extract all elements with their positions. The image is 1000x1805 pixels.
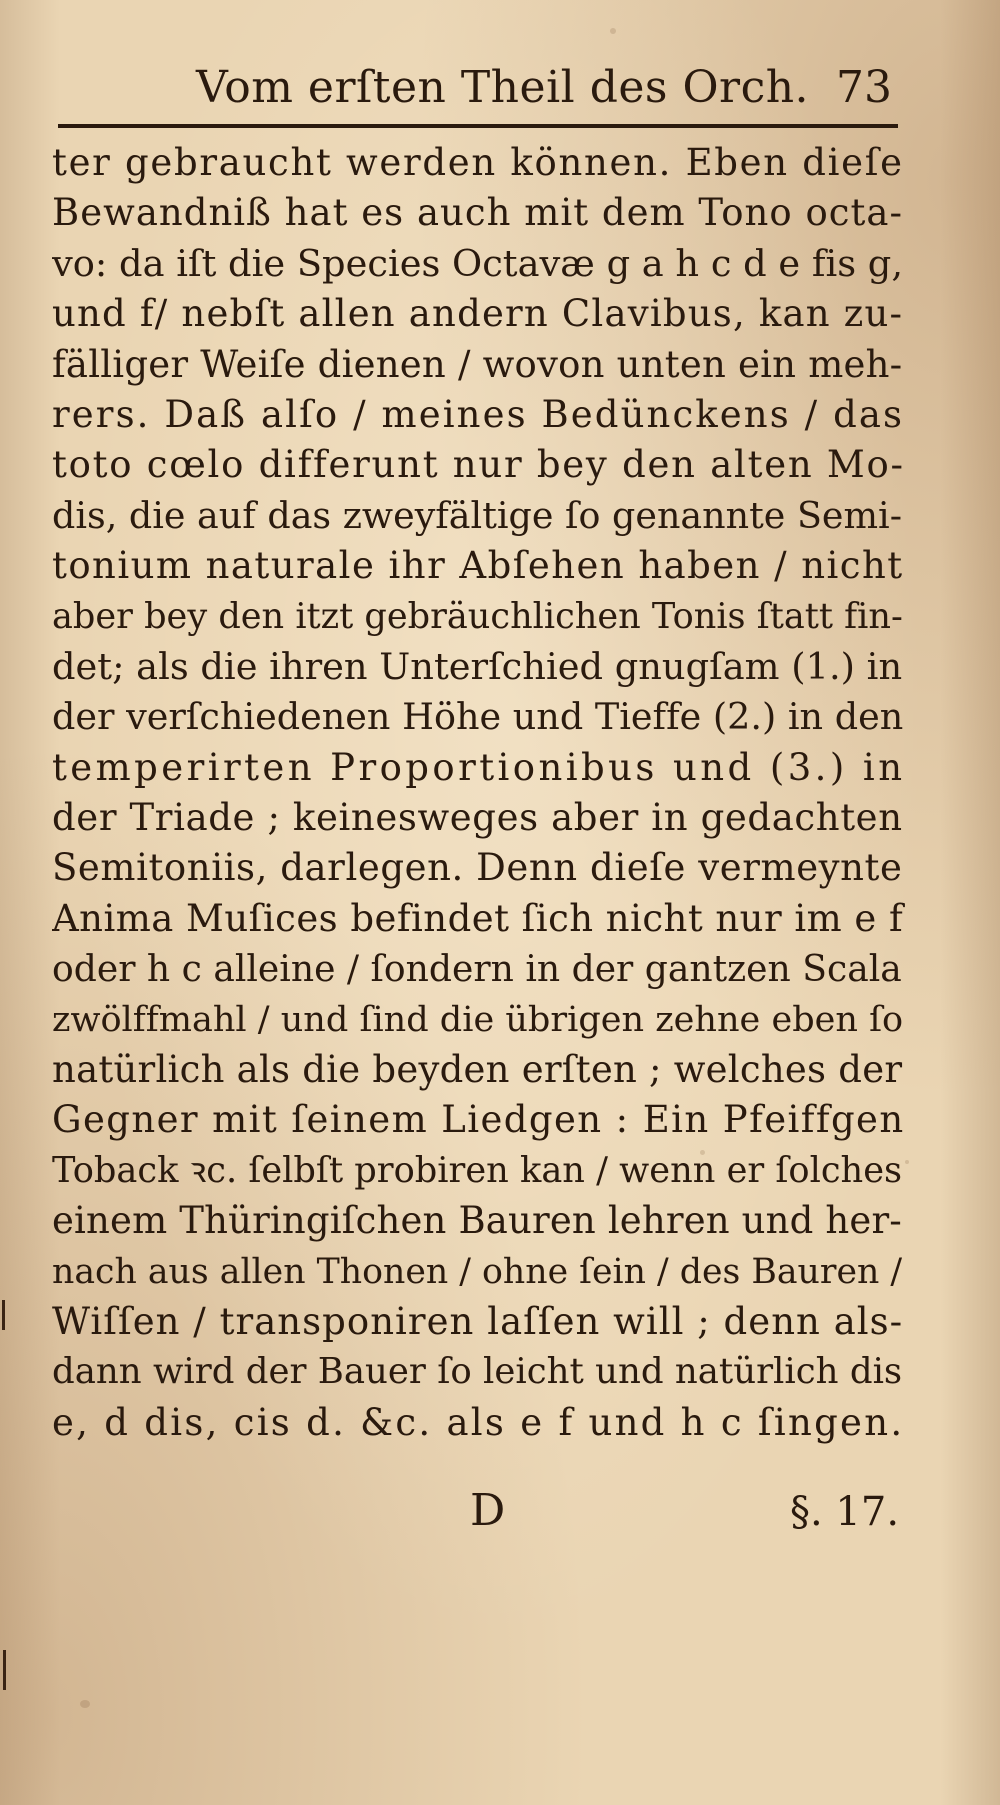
- text-line: toto cœlo differunt nur bey den alten Mo-: [52, 443, 905, 487]
- text-line: der Triade ; keinesweges aber in gedachten: [52, 796, 903, 840]
- text-line: ter gebraucht werden können. Eben dieſe: [52, 141, 904, 184]
- text-line: Toback ꝛc. ſelbſt probiren kan / wenn er ſolches: [52, 1149, 903, 1191]
- text-line: vo: da iſt die Species Octavæ g a h c d e fis g,: [52, 241, 904, 285]
- text-line: nach aus allen Thonen / ohne ſein / des Bauren /: [52, 1251, 903, 1292]
- header-rule: [58, 124, 898, 128]
- text-line: e, d dis, cis d. &c. als e f und h c ſingen.: [52, 1400, 905, 1444]
- running-head-title: Vom erſten Theil des Orch.: [196, 62, 810, 113]
- signature-mark: D: [470, 1485, 506, 1536]
- text-line: der verſchiedenen Höhe und Tieffe (2.) in den: [52, 695, 904, 739]
- running-head: [196, 62, 896, 122]
- text-line: Anima Muſices befindet ſich nicht nur im e f: [52, 896, 904, 940]
- text-line: temperirten Proportionibus und (3.) in: [52, 745, 906, 789]
- page-number: 73: [836, 62, 892, 113]
- text-line: tonium naturale ihr Abſehen haben / nicht: [52, 544, 904, 588]
- text-line: oder h c alleine / ſondern in der gantzen Scala: [52, 947, 902, 991]
- paper-spot: [610, 28, 616, 34]
- text-line: Bewandniß hat es auch mit dem Tono octa-: [52, 191, 903, 235]
- text-line: zwölffmahl / und ſind die übrigen zehne eben ſo: [52, 998, 904, 1040]
- text-line: fälliger Weiſe dienen / wovon unten ein meh-: [52, 342, 903, 386]
- text-line: aber bey den itzt gebräuchlichen Tonis ſtatt fin-: [52, 595, 903, 637]
- text-line: Gegner mit ſeinem Liedgen : Ein Pfeiffgen: [52, 1098, 905, 1142]
- text-line: einem Thüringiſchen Bauren lehren und her-: [52, 1199, 902, 1243]
- text-line: Semitoniis, darlegen. Denn dieſe vermeynte: [52, 846, 903, 890]
- paper-spot: [80, 1700, 90, 1708]
- text-line: det; als die ihren Unterſchied gnugſam (1.) in: [52, 644, 903, 688]
- text-line: dis, die auf das zweyfältige ſo genannte Semi-: [52, 493, 903, 537]
- catchword: §. 17.: [790, 1489, 900, 1535]
- page-edge-mark: [3, 1650, 6, 1690]
- body-text: [52, 138, 912, 1448]
- page-footer: [0, 1485, 1000, 1545]
- text-line: dann wird der Bauer ſo leicht und natürlich dis: [52, 1351, 903, 1393]
- text-line: natürlich als die beyden erſten ; welches der: [52, 1048, 903, 1092]
- text-line: und f/ nebſt allen andern Clavibus, kan zu-: [52, 292, 904, 336]
- text-line: rers. Daß alſo / meines Bedünckens / das: [52, 392, 905, 436]
- page-edge-mark: [2, 1300, 5, 1330]
- text-line: Wiſſen / transponiren laſſen will ; denn als-: [52, 1299, 904, 1343]
